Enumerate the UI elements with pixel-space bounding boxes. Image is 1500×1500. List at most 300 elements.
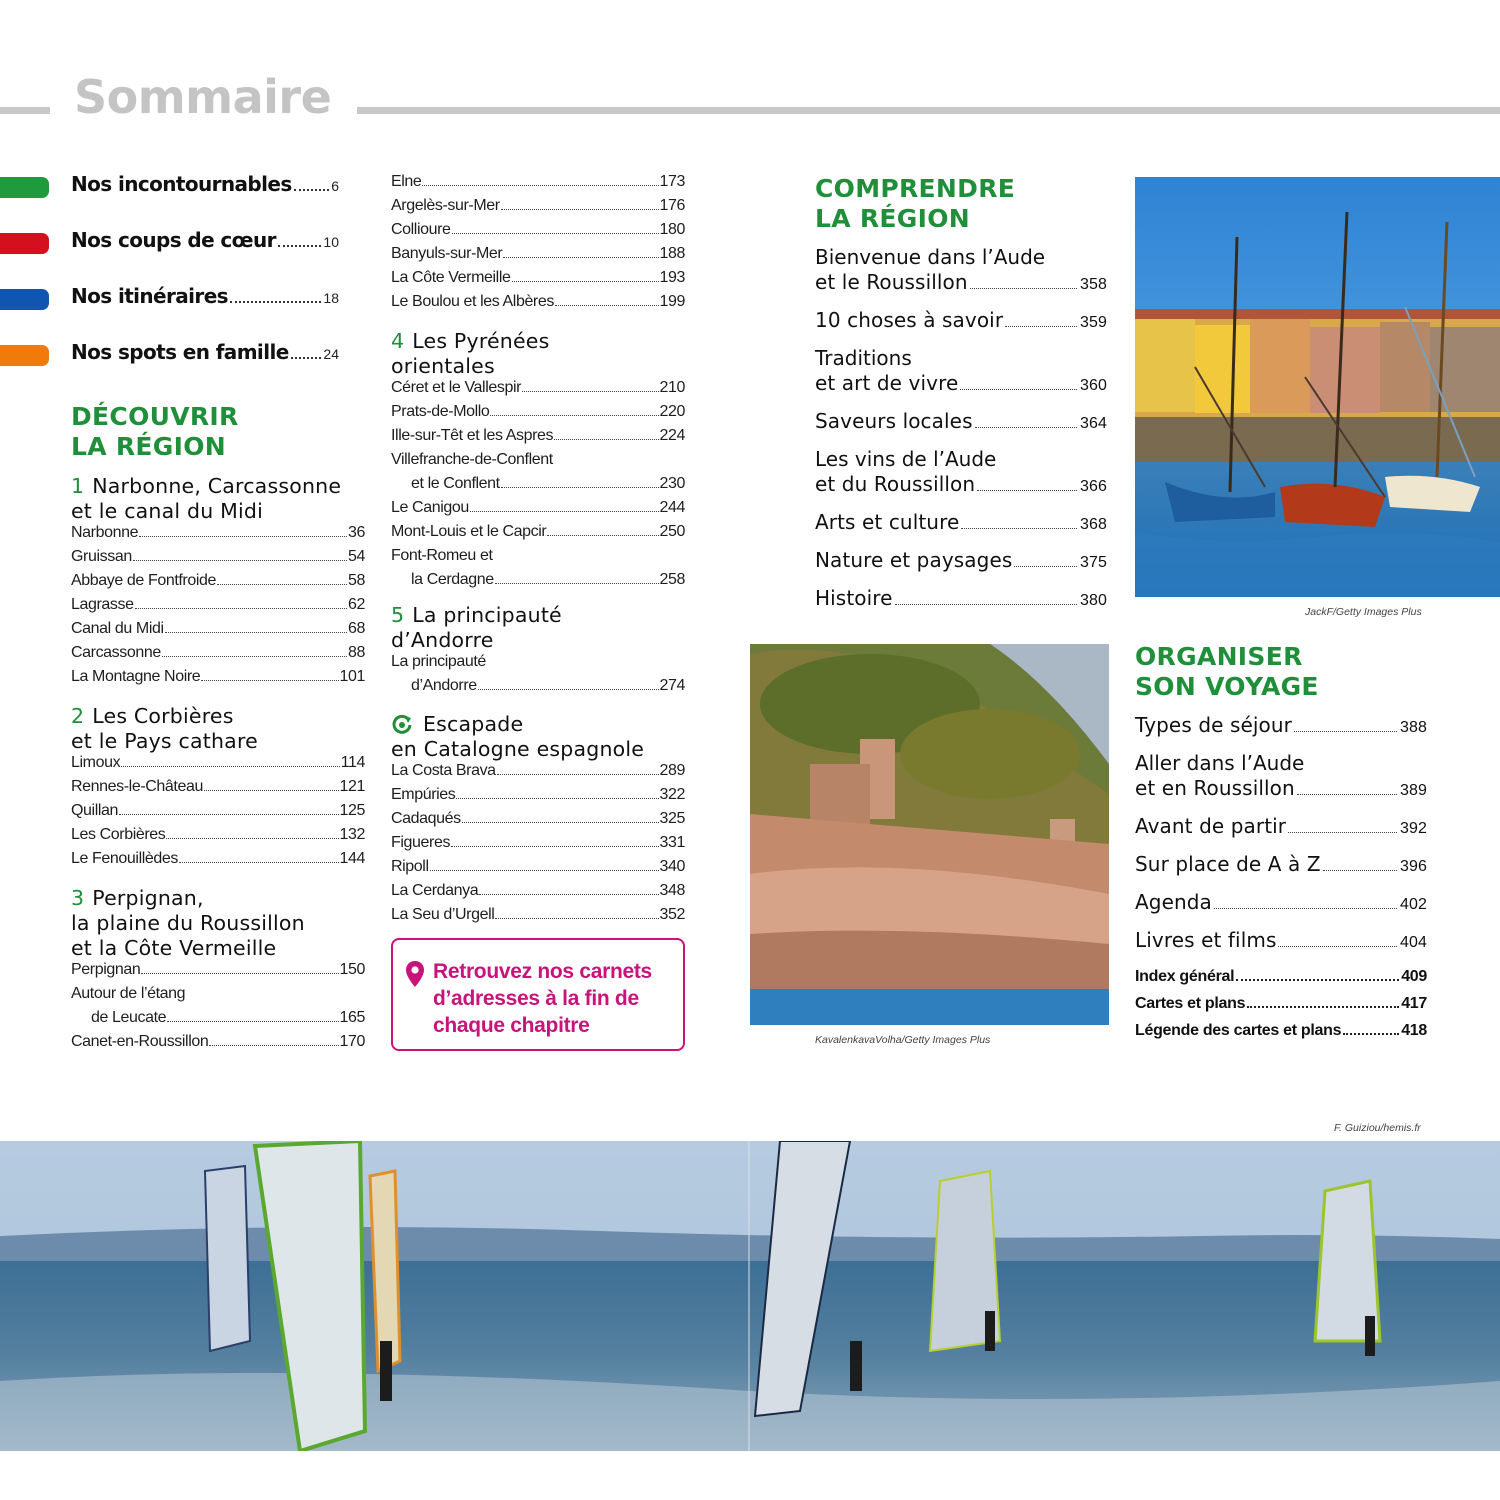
page-number: 364	[1080, 415, 1107, 432]
dot-leader	[1294, 731, 1397, 732]
page-number: 114	[340, 754, 365, 771]
toc-entry[interactable]	[391, 571, 685, 595]
entry-label: Prats-de-Mollo	[391, 403, 490, 420]
entry-label: La Montagne Noire	[71, 668, 201, 685]
page-number: 54	[348, 548, 365, 565]
toc-entry[interactable]	[815, 510, 1107, 548]
toc-entry-first-line[interactable]	[391, 451, 685, 475]
dot-leader	[165, 632, 347, 633]
dot-leader	[490, 415, 658, 416]
entry-label: Lagrasse	[71, 596, 134, 613]
feature-spots-famille[interactable]	[71, 340, 339, 370]
toc-entry[interactable]	[71, 754, 365, 778]
entry-label: Rennes-le-Château	[71, 778, 203, 795]
page-title: Sommaire	[74, 70, 332, 124]
callout-line: d’adresses à la fin de	[433, 987, 639, 1010]
toc-entry[interactable]	[71, 961, 365, 985]
dot-leader	[291, 357, 322, 359]
page-number: 176	[659, 197, 685, 214]
page-number: 170	[339, 1033, 365, 1050]
toc-entry[interactable]	[391, 762, 685, 786]
dot-leader	[1288, 832, 1397, 833]
entry-label: Sur place de A à Z	[1135, 852, 1321, 876]
entry-label: La principauté	[391, 653, 486, 670]
page-number: 375	[1080, 554, 1107, 571]
toc-entry[interactable]	[71, 668, 365, 692]
entry-label: Argelès-sur-Mer	[391, 197, 500, 214]
dot-leader	[166, 838, 338, 839]
entry-label: Villefranche-de-Conflent	[391, 451, 553, 468]
toc-entry[interactable]	[71, 1033, 365, 1057]
dot-leader	[547, 535, 658, 536]
entry-label: Elne	[391, 173, 422, 190]
dot-leader	[975, 427, 1077, 428]
dot-leader	[452, 233, 659, 234]
toc-entry[interactable]	[815, 346, 1107, 409]
dot-leader	[209, 1045, 338, 1046]
dot-leader	[179, 862, 339, 863]
feature-coups-de-coeur[interactable]	[71, 228, 339, 258]
toc-entry[interactable]	[1135, 928, 1427, 968]
dot-leader	[961, 528, 1077, 529]
dot-leader	[512, 281, 659, 282]
entry-label: Gruissan	[71, 548, 132, 565]
dot-leader	[162, 656, 347, 657]
page-number: 193	[659, 269, 685, 286]
toc-entry-maps[interactable]	[1135, 995, 1427, 1022]
entry-label: Limoux	[71, 754, 121, 771]
toc-entry[interactable]	[391, 475, 685, 499]
dot-leader	[1297, 794, 1397, 795]
dot-leader	[451, 846, 658, 847]
page-number: 340	[659, 858, 685, 875]
page-number: 58	[348, 572, 365, 589]
page-number: 250	[659, 523, 685, 540]
entry-label: Le Canigou	[391, 499, 469, 516]
toc-entry[interactable]	[391, 834, 685, 858]
toc-entry[interactable]	[71, 802, 365, 826]
page-number: 352	[659, 906, 685, 923]
entry-label: Canet-en-Roussillon	[71, 1033, 209, 1050]
page-number: 144	[339, 850, 365, 867]
toc-entry[interactable]	[391, 403, 685, 427]
dot-leader	[479, 894, 658, 895]
entry-label: et le Roussillon	[815, 270, 968, 294]
entry-label: Narbonne	[71, 524, 139, 541]
feature-incontournables[interactable]	[71, 172, 339, 202]
page-number: 150	[339, 961, 365, 978]
dot-leader	[133, 560, 347, 561]
callout-line: Retrouvez nos carnets	[433, 960, 652, 983]
page-number: 325	[659, 810, 685, 827]
feature-label: Nos spots en famille	[71, 340, 289, 364]
page-number: 125	[339, 802, 365, 819]
chapter-3-entries-col1	[71, 961, 365, 1057]
organiser-entries	[1135, 713, 1427, 1049]
escapade-heading[interactable]	[391, 712, 691, 762]
toc-entry[interactable]	[815, 447, 1107, 510]
chapter-title: et le Pays cathare	[71, 729, 258, 753]
chapter-number: 5	[391, 603, 405, 627]
entry-label: La Côte Vermeille	[391, 269, 511, 286]
page-number: 180	[659, 221, 685, 238]
dot-leader	[1214, 908, 1397, 909]
entry-label: Abbaye de Fontfroide	[71, 572, 216, 589]
dot-leader	[522, 391, 658, 392]
heading-line: LA RÉGION	[71, 432, 227, 461]
dot-leader	[135, 608, 347, 609]
toc-entry[interactable]	[1135, 852, 1427, 890]
feature-label: Nos itinéraires	[71, 284, 228, 308]
photo-credit-harbor: JackF/Getty Images Plus	[1305, 606, 1422, 618]
toc-entry[interactable]	[71, 778, 365, 802]
toc-entry[interactable]	[391, 427, 685, 451]
dot-leader	[230, 301, 321, 303]
page-number: 230	[659, 475, 685, 492]
page-number: 418	[1401, 1022, 1427, 1039]
chapter-number: 1	[71, 474, 85, 498]
chapter-4-entries	[391, 379, 685, 595]
page-number: 199	[659, 293, 685, 310]
dot-leader	[294, 189, 330, 191]
toc-entry[interactable]	[71, 524, 365, 548]
chapter-1-entries	[71, 524, 365, 692]
toc-entry[interactable]	[391, 173, 685, 197]
entry-label: Font-Romeu et	[391, 547, 493, 564]
chapter-title: d’Andorre	[391, 628, 494, 652]
toc-entry[interactable]	[71, 826, 365, 850]
dot-leader	[554, 439, 658, 440]
dot-leader	[470, 511, 659, 512]
page-number: 358	[1080, 276, 1107, 293]
photo-credit-castle: KavalenkavaVolha/Getty Images Plus	[815, 1034, 991, 1046]
chapter-3-entries-col2	[391, 173, 685, 317]
entry-label: Histoire	[815, 586, 893, 610]
toc-entry[interactable]	[391, 499, 685, 523]
page-number: 210	[659, 379, 685, 396]
toc-entry[interactable]	[391, 293, 685, 317]
page-number: 88	[348, 644, 365, 661]
page-number: 173	[659, 173, 685, 190]
toc-entry-first-line[interactable]	[391, 547, 685, 571]
toc-entry[interactable]	[391, 221, 685, 245]
entry-label: Saveurs locales	[815, 409, 973, 433]
toc-entry[interactable]	[815, 308, 1107, 346]
chapter-title: Les Pyrénées	[412, 329, 550, 353]
dot-leader	[278, 245, 322, 247]
feature-label: Nos coups de cœur	[71, 228, 276, 252]
dot-leader	[217, 584, 347, 585]
entry-label: 10 choses à savoir	[815, 308, 1004, 332]
toc-entry-legend[interactable]	[1135, 1022, 1427, 1049]
chapter-3-heading[interactable]	[71, 886, 371, 961]
chapter-title: Les Corbières	[92, 704, 234, 728]
photo-credit-windsurf: F. Guiziou/hemis.fr	[1334, 1122, 1421, 1134]
toc-entry-index[interactable]	[1135, 968, 1427, 995]
title-rule-left	[0, 107, 50, 114]
toc-entry[interactable]	[1135, 751, 1427, 814]
toc-entry[interactable]	[815, 245, 1107, 308]
dot-leader	[495, 583, 659, 584]
entry-label: Types de séjour	[1135, 713, 1292, 737]
page-number: 244	[659, 499, 685, 516]
chapter-title: la plaine du Roussillon	[71, 911, 305, 935]
page-number: 68	[348, 620, 365, 637]
page-number: 289	[659, 762, 685, 779]
toc-entry[interactable]	[71, 850, 365, 874]
entry-label: Agenda	[1135, 890, 1212, 914]
castle-photo	[750, 644, 1109, 1025]
entry-label: de Leucate	[91, 1009, 167, 1026]
dot-leader	[121, 766, 340, 767]
chapter-title: et la Côte Vermeille	[71, 936, 277, 960]
dot-leader	[1323, 870, 1397, 871]
chapter-5-heading[interactable]	[391, 603, 691, 653]
page-number: 274	[659, 677, 685, 694]
address-notebook-callout	[391, 938, 685, 1051]
page-number: 188	[659, 245, 685, 262]
page-number: 165	[339, 1009, 365, 1026]
entry-label: Les vins de l’Aude	[815, 447, 997, 471]
harbor-photo	[1135, 177, 1500, 597]
feature-itineraires[interactable]	[71, 284, 339, 314]
section-heading-decouvrir	[71, 402, 239, 462]
entry-label: Le Boulou et les Albères	[391, 293, 554, 310]
dot-leader	[167, 1021, 338, 1022]
entry-label: et du Roussillon	[815, 472, 976, 496]
page-number: 404	[1400, 934, 1427, 951]
chapter-number: 2	[71, 704, 85, 728]
entry-label: Collioure	[391, 221, 451, 238]
page-number: 417	[1401, 995, 1427, 1012]
entry-label: Livres et films	[1135, 928, 1277, 952]
feature-label: Nos incontournables	[71, 172, 292, 196]
dot-leader	[503, 257, 658, 258]
entry-label: La Costa Brava	[391, 762, 496, 779]
page-number: 132	[339, 826, 365, 843]
entry-label: Perpignan	[71, 961, 141, 978]
entry-label: Figueres	[391, 834, 451, 851]
page-number: 392	[1400, 820, 1427, 837]
toc-entry[interactable]	[391, 858, 685, 882]
page-number: 36	[348, 524, 365, 541]
chapter-title: orientales	[391, 354, 495, 378]
entry-label: et art de vivre	[815, 371, 959, 395]
entry-label: Carcassonne	[71, 644, 161, 661]
escapade-arrow-icon	[391, 714, 413, 736]
orange-tab-marker	[0, 345, 49, 366]
toc-entry[interactable]	[815, 409, 1107, 447]
map-pin-icon	[405, 960, 425, 988]
blue-tab-marker	[0, 289, 49, 310]
comprendre-entries	[815, 245, 1107, 624]
dot-leader	[495, 918, 658, 919]
entry-label: La Cerdanya	[391, 882, 479, 899]
dot-leader	[555, 305, 659, 306]
toc-entry[interactable]	[391, 269, 685, 293]
callout-text	[433, 958, 652, 1049]
chapter-1-heading[interactable]	[71, 474, 371, 524]
dot-leader	[501, 209, 659, 210]
dot-leader	[478, 689, 659, 690]
entry-label: La Seu d’Urgell	[391, 906, 495, 923]
chapter-2-heading[interactable]	[71, 704, 371, 754]
page-number: 389	[1400, 782, 1427, 799]
entry-label: la Cerdagne	[411, 571, 494, 588]
toc-entry[interactable]	[815, 548, 1107, 586]
page-number: 348	[659, 882, 685, 899]
entry-label: Arts et culture	[815, 510, 960, 534]
page-number: 360	[1080, 377, 1107, 394]
entry-label: Cadaqués	[391, 810, 461, 827]
entry-label: Quillan	[71, 802, 119, 819]
chapter-number: 4	[391, 329, 405, 353]
dot-leader	[139, 536, 347, 537]
page-number: 6	[331, 178, 339, 194]
title-rule-right	[357, 107, 1500, 114]
chapter-title: La principauté	[412, 603, 562, 627]
page-number: 359	[1080, 314, 1107, 331]
chapter-4-heading[interactable]	[391, 329, 691, 379]
entry-label: Légende des cartes et plans	[1135, 1022, 1342, 1039]
heading-line: ORGANISER	[1135, 642, 1303, 671]
dot-leader	[977, 490, 1077, 491]
dot-leader	[201, 680, 338, 681]
entry-label: et le Conflent	[411, 475, 500, 492]
page-number: 388	[1400, 719, 1427, 736]
toc-entry[interactable]	[391, 786, 685, 810]
page-number: 258	[659, 571, 685, 588]
entry-label: Les Corbières	[71, 826, 166, 843]
dot-leader	[497, 774, 659, 775]
page-number: 409	[1401, 968, 1427, 985]
entry-label: Nature et paysages	[815, 548, 1013, 572]
page-number: 368	[1080, 516, 1107, 533]
dot-leader	[119, 814, 338, 815]
entry-label: Céret et le Vallespir	[391, 379, 522, 396]
page-number: 18	[323, 290, 339, 306]
chapter-5-entries	[391, 653, 685, 701]
chapter-2-entries	[71, 754, 365, 874]
dot-leader	[141, 973, 338, 974]
entry-label: Autour de l’étang	[71, 985, 186, 1002]
dot-leader	[1247, 1006, 1399, 1008]
entry-label: d’Andorre	[411, 677, 477, 694]
entry-label: Cartes et plans	[1135, 995, 1246, 1012]
page-number: 366	[1080, 478, 1107, 495]
entry-label: Empúries	[391, 786, 456, 803]
heading-line: DÉCOUVRIR	[71, 402, 239, 431]
entry-label: Ripoll	[391, 858, 429, 875]
dot-leader	[895, 604, 1077, 605]
toc-entry[interactable]	[391, 197, 685, 221]
toc-entry[interactable]	[391, 523, 685, 547]
chapter-title: Escapade	[423, 712, 524, 736]
toc-entry[interactable]	[1135, 890, 1427, 928]
page-number: 322	[659, 786, 685, 803]
toc-entry[interactable]	[71, 572, 365, 596]
green-tab-marker	[0, 177, 49, 198]
page-number: 402	[1400, 896, 1427, 913]
section-heading-organiser	[1135, 642, 1319, 702]
toc-entry[interactable]	[815, 586, 1107, 624]
entry-label: Le Fenouillèdes	[71, 850, 178, 867]
dot-leader	[1343, 1033, 1399, 1035]
page-number: 331	[659, 834, 685, 851]
page-number: 121	[339, 778, 365, 795]
toc-entry[interactable]	[391, 906, 685, 930]
callout-line: chaque chapitre	[433, 1014, 590, 1037]
dot-leader	[1236, 979, 1399, 981]
dot-leader	[1278, 946, 1397, 947]
entry-label: Traditions	[815, 346, 912, 370]
toc-entry[interactable]	[391, 810, 685, 834]
page-number: 62	[348, 596, 365, 613]
toc-entry-first-line[interactable]	[391, 653, 685, 677]
entry-label: Aller dans l’Aude	[1135, 751, 1305, 775]
page-number: 380	[1080, 592, 1107, 609]
entry-label: Mont-Louis et le Capcir	[391, 523, 547, 540]
dot-leader	[422, 185, 658, 186]
dot-leader	[960, 389, 1077, 390]
entry-label: et en Roussillon	[1135, 776, 1295, 800]
dot-leader	[462, 822, 659, 823]
page-number: 224	[659, 427, 685, 444]
dot-leader	[1005, 326, 1077, 327]
entry-label: Index général	[1135, 968, 1235, 985]
toc-entry[interactable]	[1135, 713, 1427, 751]
chapter-title: en Catalogne espagnole	[391, 737, 645, 761]
entry-label: Ille-sur-Têt et les Aspres	[391, 427, 554, 444]
page-number: 10	[323, 234, 339, 250]
heading-line: COMPRENDRE	[815, 174, 1016, 203]
page-number: 24	[323, 346, 339, 362]
toc-entry[interactable]	[71, 596, 365, 620]
toc-entry[interactable]	[1135, 814, 1427, 852]
toc-entry[interactable]	[391, 677, 685, 701]
toc-entry[interactable]	[71, 1009, 365, 1033]
entry-label: Avant de partir	[1135, 814, 1287, 838]
windsurf-photo	[0, 1141, 1500, 1451]
toc-entry[interactable]	[71, 620, 365, 644]
toc-entry[interactable]	[71, 548, 365, 572]
toc-entry[interactable]	[71, 644, 365, 668]
dot-leader	[430, 870, 659, 871]
page-number: 101	[339, 668, 365, 685]
toc-entry[interactable]	[391, 882, 685, 906]
chapter-number: 3	[71, 886, 85, 910]
entry-label: Canal du Midi	[71, 620, 164, 637]
red-tab-marker	[0, 233, 49, 254]
section-heading-comprendre	[815, 174, 1015, 234]
heading-line: LA RÉGION	[815, 204, 971, 233]
heading-line: SON VOYAGE	[1135, 672, 1319, 701]
escapade-entries	[391, 762, 685, 930]
entry-label: Banyuls-sur-Mer	[391, 245, 503, 262]
chapter-title: Perpignan,	[92, 886, 204, 910]
entry-label: Bienvenue dans l’Aude	[815, 245, 1046, 269]
toc-entry[interactable]	[391, 245, 685, 269]
chapter-title: et le canal du Midi	[71, 499, 264, 523]
page-number: 396	[1400, 858, 1427, 875]
toc-entry[interactable]	[391, 379, 685, 403]
dot-leader	[204, 790, 339, 791]
chapter-title: Narbonne, Carcassonne	[92, 474, 342, 498]
dot-leader	[501, 487, 659, 488]
dot-leader	[1014, 566, 1077, 567]
page-number: 220	[659, 403, 685, 420]
toc-entry-first-line[interactable]	[71, 985, 365, 1009]
